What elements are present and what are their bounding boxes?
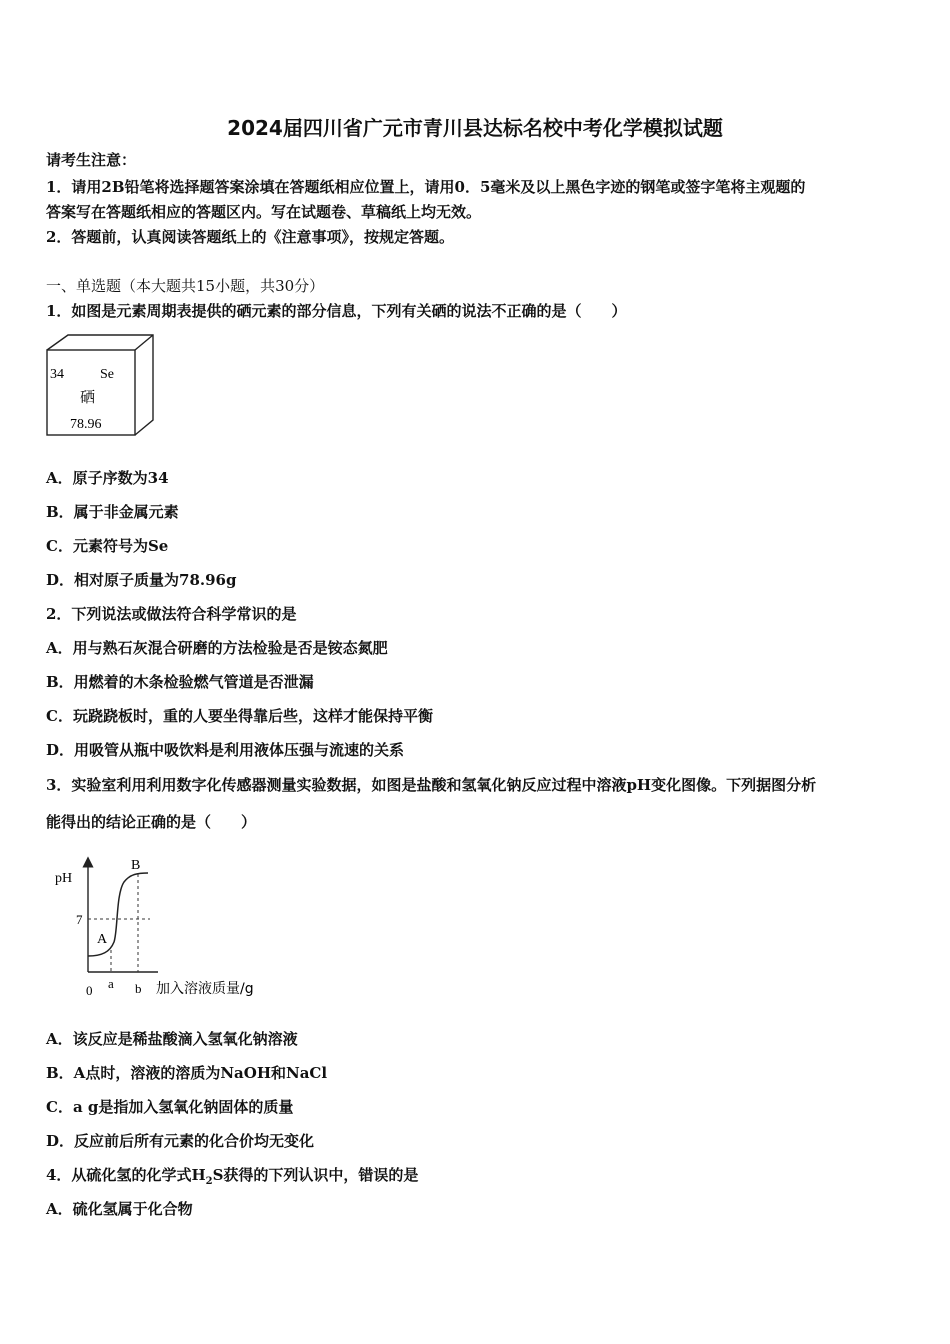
page-title: 2024届四川省广元市青川县达标名校中考化学模拟试题: [227, 116, 723, 140]
q3-option-d: D．反应前后所有元素的化合价均无变化: [46, 1132, 315, 1150]
element-number: 34: [50, 367, 64, 382]
notice-heading: 请考生注意：: [46, 151, 137, 169]
q3-option-a: A．该反应是稀盐酸滴入氢氧化钠溶液: [46, 1030, 298, 1048]
q4-stem-pre: 4．从硫化氢的化学式H: [46, 1166, 206, 1184]
q1-option-d: D．相对原子质量为78.96g: [46, 571, 237, 589]
notice-line-1: 1．请用2B铅笔将选择题答案涂填在答题纸相应位置上，请用0．5毫米及以上黑色字迹的钢笔或签字笔将主观题的: [46, 178, 806, 196]
q1-option-a: A．原子序数为34: [46, 469, 169, 487]
element-symbol: Se: [100, 367, 114, 382]
ph7-label: 7: [76, 912, 83, 927]
q2-option-d: D．用吸管从瓶中吸饮料是利用液体压强与流速的关系: [46, 741, 405, 759]
section-heading: 一、单选题（本大题共15小题，共30分）: [46, 277, 325, 295]
q4-stem-sub: 2: [205, 1176, 213, 1187]
tick-b-label: b: [135, 981, 142, 996]
q3-stem-line-1: 3．实验室利用利用数字化传感器测量实验数据，如图是盐酸和氢氧化钠反应过程中溶液pH变化图像。下列据图分析: [46, 776, 817, 794]
q3-stem-line-2: 能得出的结论正确的是（ ）: [46, 813, 257, 831]
q1-option-c: C．元素符号为Se: [46, 537, 169, 555]
element-mass: 78.96: [70, 417, 102, 432]
q1-option-b: B．属于非金属元素: [46, 503, 179, 521]
notice-line-2: 答案写在答题纸相应的答题区内。写在试题卷、草稿纸上均无效。: [46, 203, 482, 221]
tick-a-label: a: [108, 976, 114, 991]
notice-line-3: 2．答题前，认真阅读答题纸上的《注意事项》，按规定答题。: [46, 228, 454, 246]
q2-option-a: A．用与熟石灰混合研磨的方法检验是否是铵态氮肥: [46, 639, 388, 657]
q2-option-b: B．用燃着的木条检验燃气管道是否泄漏: [46, 673, 314, 691]
q2-option-c: C．玩跷跷板时，重的人要坐得靠后些，这样才能保持平衡: [46, 707, 433, 725]
point-b-label: B: [131, 858, 141, 873]
q1-stem: 1．如图是元素周期表提供的硒元素的部分信息，下列有关硒的说法不正确的是（ ）: [46, 302, 627, 320]
ph-graph: [50, 852, 290, 1002]
point-a-label: A: [97, 932, 108, 947]
q3-option-b: B．A点时，溶液的溶质为NaOH和NaCl: [46, 1064, 328, 1082]
q4-stem: [46, 1165, 418, 1192]
x-label: 加入溶液质量/g: [156, 981, 254, 997]
element-name: 硒: [80, 388, 96, 406]
element-card: [44, 332, 156, 440]
q4-option-a: A．硫化氢属于化合物: [46, 1200, 193, 1218]
q4-stem-post: S获得的下列认识中，错误的是: [212, 1166, 419, 1184]
q3-option-c: C．a g是指加入氢氧化钠固体的质量: [46, 1098, 294, 1116]
y-label: pH: [55, 871, 73, 886]
origin-label: 0: [86, 983, 93, 998]
q2-stem: 2．下列说法或做法符合科学常识的是: [46, 605, 297, 623]
